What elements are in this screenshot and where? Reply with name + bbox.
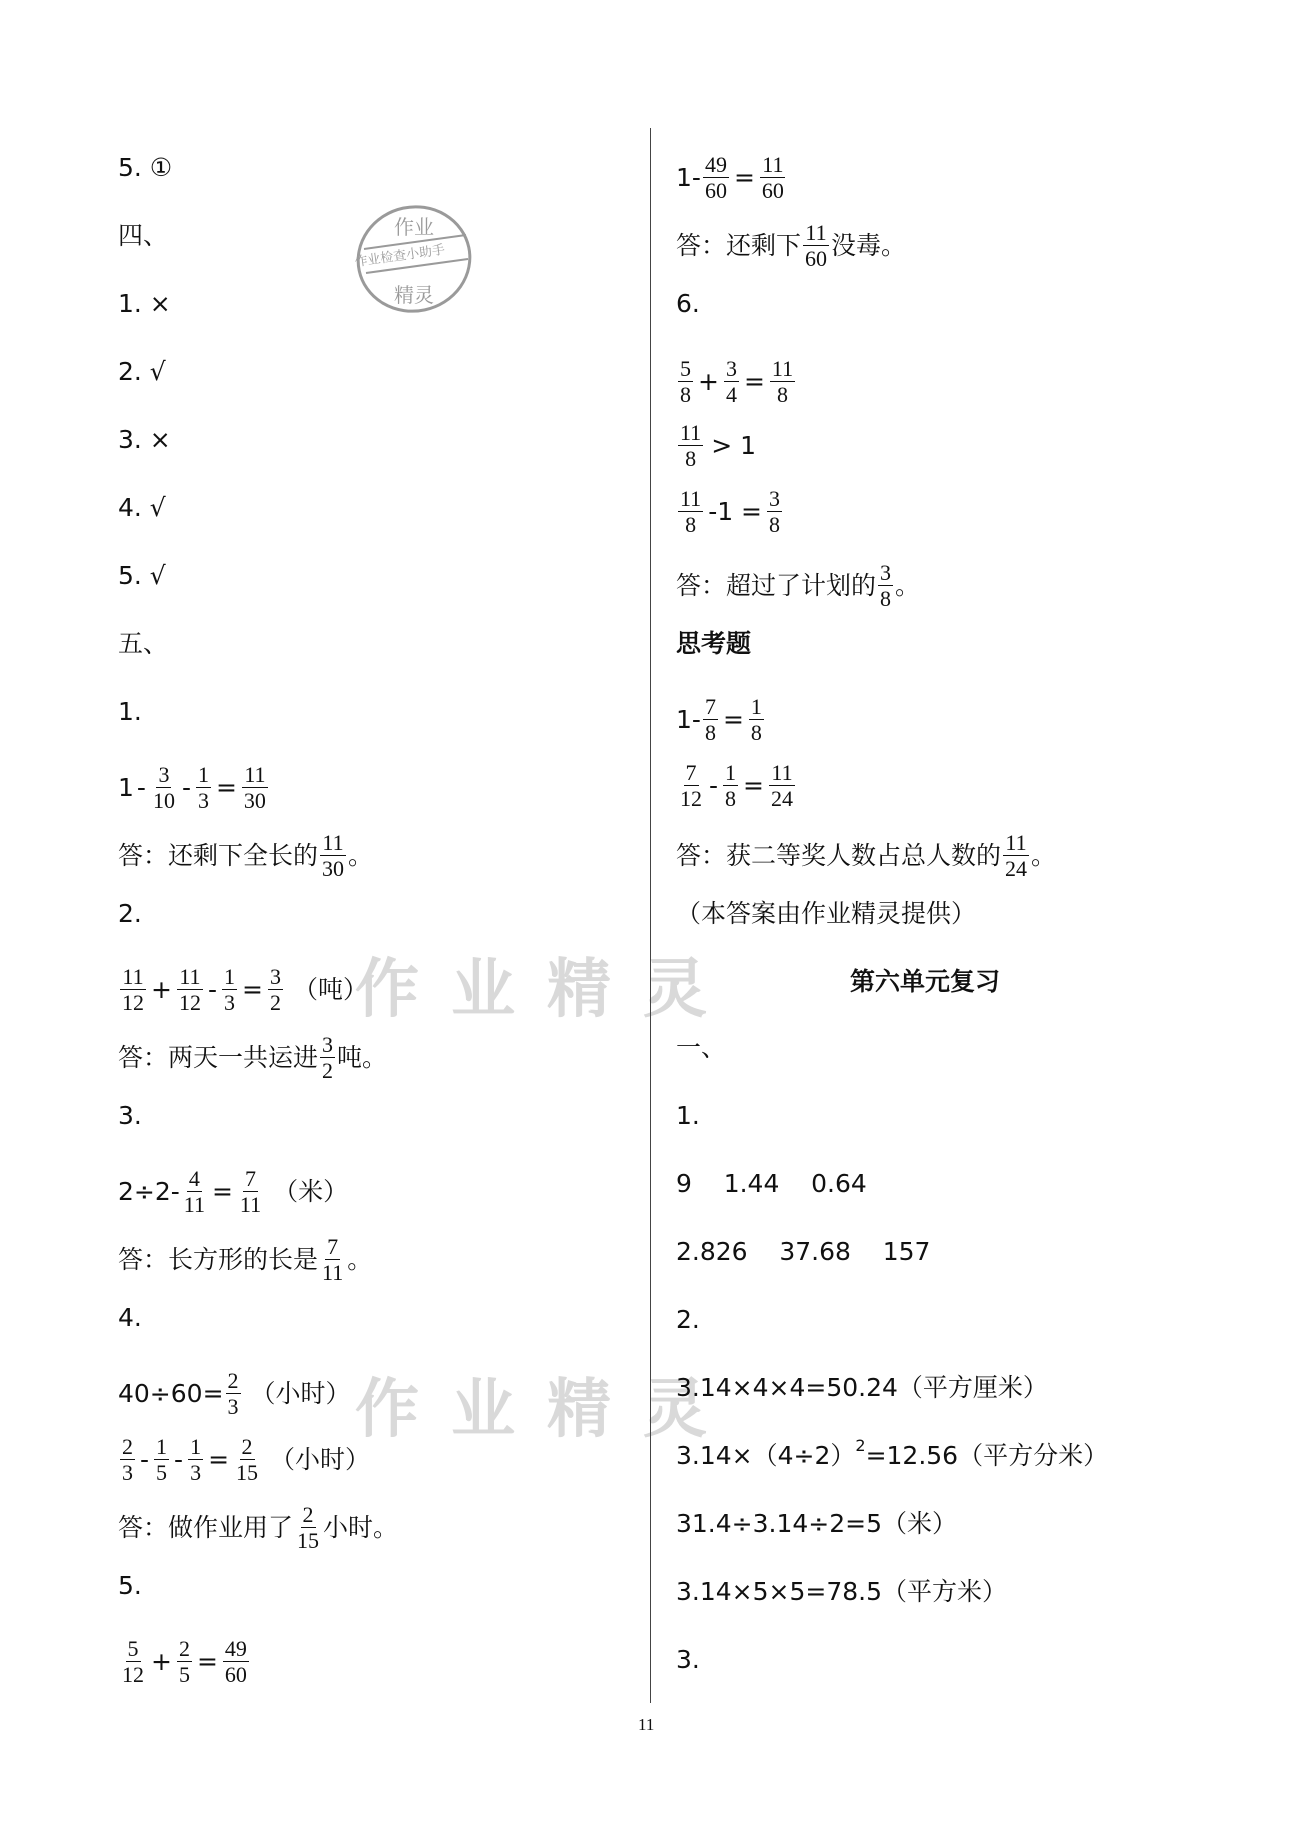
numerator: 1: [750, 694, 762, 719]
q3-answer-post: 。: [347, 1244, 373, 1274]
numerator: 49: [704, 152, 727, 177]
answer-3: 3. ×: [118, 425, 171, 454]
denominator: 60: [761, 178, 784, 203]
left-line-1: 5. ①: [118, 153, 173, 182]
think-eq1-equals: =: [722, 704, 744, 734]
unit6-line-4: 2.: [676, 1305, 700, 1334]
q2-answer-frac: [320, 1032, 335, 1083]
q6-eq3-result: [767, 486, 782, 537]
q2-eq-unit: （吨）: [292, 974, 368, 1004]
numerator: 11: [179, 964, 201, 989]
r1-a: 1-: [676, 162, 701, 192]
q4-eq2-unit: （小时）: [270, 1444, 371, 1474]
answer-2: 2. √: [118, 357, 166, 386]
denominator: 3: [190, 1460, 202, 1485]
denominator: 12: [680, 786, 702, 811]
q3-eq-equals: =: [211, 1176, 233, 1206]
stamp-text-bottom: 精灵: [394, 283, 434, 307]
q4-eq1-unit: （小时）: [250, 1378, 351, 1408]
denominator: 5: [156, 1460, 168, 1485]
denominator: 5: [178, 1662, 190, 1687]
answer-1: 1. ×: [118, 289, 171, 318]
denominator: 8: [777, 382, 788, 407]
numerator: 5: [127, 1636, 139, 1661]
numerator: 2: [241, 1434, 253, 1459]
q4-eq2-frac1: [120, 1434, 135, 1485]
q5-eq-equals: =: [196, 1646, 218, 1676]
q4-equation-1: [118, 1368, 351, 1419]
unit6-line-5: 3.14×4×4=50.24（平方厘米）: [676, 1373, 1048, 1402]
think-answer: [676, 830, 1056, 881]
numerator: 11: [771, 760, 793, 785]
q4-equation-2: [118, 1434, 370, 1485]
numerator: 11: [680, 486, 702, 511]
q3-label: 3.: [118, 1101, 142, 1130]
unit6-line-9: 3.: [676, 1645, 700, 1674]
denominator: 60: [805, 246, 828, 271]
think-eq2-frac2: [723, 760, 738, 811]
numerator: 3: [158, 762, 170, 787]
q6-eq1-frac1: [678, 356, 693, 407]
denominator: 8: [685, 446, 697, 471]
numerator: 3: [269, 964, 281, 989]
watermark-1: 作业精灵: [355, 953, 739, 1027]
numerator: 11: [122, 964, 144, 989]
denominator: 11: [322, 1260, 344, 1285]
denominator: 8: [880, 586, 892, 611]
numerator: 1: [223, 964, 235, 989]
r-equation-1: [676, 152, 788, 203]
r-answer-1: [676, 220, 906, 271]
q1-eq-op2: -: [181, 772, 191, 802]
denominator: 11: [239, 1192, 262, 1217]
think-equation-1: [676, 694, 766, 745]
r1-equals: =: [733, 162, 755, 192]
think-eq2-result: [769, 760, 795, 811]
q4-answer: [118, 1502, 398, 1553]
denominator: 12: [178, 990, 201, 1015]
q5-eq-op1: +: [151, 1646, 172, 1676]
q2-answer-post: 吨。: [337, 1042, 388, 1072]
unit6-section-1: 一、: [676, 1033, 727, 1062]
q3-equation: [118, 1166, 348, 1217]
q6-answer-post: 。: [895, 570, 921, 600]
column-divider: [650, 128, 651, 1703]
denominator: 2: [322, 1058, 334, 1083]
numerator: 2: [227, 1368, 239, 1393]
q1-eq-result: [242, 762, 268, 813]
q6-equation-2: [676, 420, 756, 471]
q4-eq2-op1: -: [140, 1444, 150, 1474]
numerator: 1: [156, 1434, 168, 1459]
denominator: 60: [224, 1662, 247, 1687]
unit6-line-6: [676, 1436, 1109, 1472]
denominator: 4: [725, 382, 737, 407]
watermark-stamp: [350, 195, 478, 323]
think-title: 思考题: [676, 629, 752, 658]
numerator: 7: [245, 1166, 257, 1191]
q5-eq-frac1: [120, 1636, 146, 1687]
numerator: 11: [762, 152, 784, 177]
q1-equation: [118, 762, 270, 813]
q2-eq-frac2: [177, 964, 203, 1015]
q4-eq2-equals: =: [208, 1444, 230, 1474]
q1-eq-frac2: [196, 762, 211, 813]
q6-answer-frac: [878, 560, 893, 611]
unit6-line-3: 2.826 37.68 157: [676, 1237, 931, 1266]
q1-label: 1.: [118, 697, 142, 726]
stamp-text-mid: 作业检查小助手: [353, 242, 446, 271]
q2-eq-result: [268, 964, 283, 1015]
numerator: 2: [122, 1434, 133, 1459]
denominator: 3: [227, 1394, 239, 1419]
q4-eq2-frac3: [188, 1434, 203, 1485]
q2-answer: [118, 1032, 387, 1083]
numerator: 1: [197, 762, 209, 787]
q5-label: 5.: [118, 1571, 142, 1600]
think-eq1-result: [749, 694, 764, 745]
q3-answer-frac: [320, 1234, 345, 1285]
denominator: 3: [197, 788, 209, 813]
numerator: 5: [680, 356, 691, 381]
q2-eq-equals: =: [241, 974, 263, 1004]
numerator: 49: [224, 1636, 247, 1661]
numerator: 3: [880, 560, 892, 585]
denominator: 8: [769, 512, 781, 537]
unit6-line-1: 1.: [676, 1101, 700, 1130]
denominator: 15: [236, 1460, 259, 1485]
watermark-2: 作业精灵: [355, 1373, 739, 1447]
q2-eq-op1: +: [151, 974, 172, 1004]
denominator: 8: [725, 786, 737, 811]
q4-eq2-frac2: [154, 1434, 169, 1485]
think-answer-frac: [1003, 830, 1029, 881]
unit6-line-6a: 3.14×（4÷2）: [676, 1441, 856, 1470]
q6-equation-1: [676, 356, 797, 407]
think-equation-2: [676, 760, 797, 811]
numerator: 2: [302, 1502, 314, 1527]
q4-eq1-result: [226, 1368, 241, 1419]
numerator: 1: [725, 760, 737, 785]
q4-label: 4.: [118, 1303, 142, 1332]
denominator: 2: [269, 990, 281, 1015]
q5-equation: [118, 1636, 251, 1687]
q3-eq-a: 2÷2-: [118, 1176, 180, 1206]
numerator: 7: [327, 1234, 339, 1259]
q6-eq1-result: [770, 356, 795, 407]
denominator: 24: [770, 786, 793, 811]
think-answer-post: 。: [1031, 840, 1057, 870]
numerator: 3: [725, 356, 737, 381]
numerator: 1: [190, 1434, 202, 1459]
q1-answer-post: 。: [348, 840, 374, 870]
unit6-line-2: 9 1.44 0.64: [676, 1169, 867, 1198]
q4-answer-pre: 答：做作业用了: [118, 1512, 294, 1542]
denominator: 3: [122, 1460, 133, 1485]
q1-answer-pre: 答：还剩下全长的: [118, 840, 319, 870]
answer-4: 4. √: [118, 493, 166, 522]
denominator: 3: [223, 990, 235, 1015]
q6-eq1-equals: =: [743, 366, 765, 396]
think-eq2-equals: =: [743, 770, 764, 800]
think-eq2-frac1: [678, 760, 704, 811]
denominator: 12: [122, 990, 144, 1015]
stamp-text-top: 作业: [394, 215, 434, 239]
q4-eq1-a: 40÷60=: [118, 1378, 224, 1408]
r2-post: 没毒。: [831, 230, 907, 260]
section-five: 五、: [118, 629, 169, 658]
denominator: 15: [297, 1528, 320, 1553]
q5-eq-result: [223, 1636, 249, 1687]
q1-eq-equals: =: [215, 772, 237, 802]
denominator: 8: [750, 720, 762, 745]
q4-answer-post: 小时。: [323, 1512, 399, 1542]
unit6-line-6b: =12.56（平方分米）: [865, 1441, 1109, 1470]
numerator: 3: [322, 1032, 334, 1057]
q6-eq1-frac2: [724, 356, 739, 407]
q3-eq-frac1: [182, 1166, 207, 1217]
numerator: 11: [771, 356, 794, 381]
think-eq1-frac: [703, 694, 718, 745]
denominator: 10: [152, 788, 175, 813]
q6-equation-3: [676, 486, 784, 537]
numerator: 11: [1005, 830, 1027, 855]
r2-pre: 答：还剩下: [676, 230, 802, 260]
numerator: 11: [805, 220, 827, 245]
q1-eq-frac1: [151, 762, 177, 813]
exponent: 2: [855, 1436, 866, 1455]
numerator: 11: [680, 420, 702, 445]
unit6-title: 第六单元复习: [850, 967, 1001, 996]
q4-eq2-op2: -: [174, 1444, 184, 1474]
q6-label: 6.: [676, 289, 700, 318]
page-number: 11: [638, 1715, 655, 1734]
q2-eq-frac3: [222, 964, 237, 1015]
q6-eq1-op1: +: [698, 366, 719, 396]
q2-answer-pre: 答：两天一共运进: [118, 1042, 319, 1072]
q2-equation: [118, 964, 368, 1015]
q6-answer: [676, 560, 920, 611]
denominator: 8: [685, 512, 697, 537]
numerator: 7: [685, 760, 697, 785]
q1-eq-a: 1: [118, 772, 134, 802]
numerator: 11: [244, 762, 266, 787]
q6-eq2-frac: [678, 420, 703, 471]
think-eq2-op1: -: [709, 770, 719, 800]
q5-eq-frac2: [177, 1636, 192, 1687]
denominator: 11: [183, 1192, 205, 1217]
q3-answer: [118, 1234, 372, 1285]
numerator: 3: [769, 486, 781, 511]
q3-eq-unit: （米）: [273, 1176, 349, 1206]
q2-eq-frac1: [120, 964, 146, 1015]
unit6-line-8: 3.14×5×5=78.5（平方米）: [676, 1577, 1007, 1606]
q2-label: 2.: [118, 899, 142, 928]
q4-answer-frac: [295, 1502, 321, 1553]
denominator: 12: [122, 1662, 144, 1687]
denominator: 30: [322, 856, 345, 881]
q2-eq-op2: -: [207, 974, 217, 1004]
q6-eq2-rest: > 1: [711, 430, 756, 460]
think-eq1-a: 1-: [676, 704, 701, 734]
q3-eq-result: [238, 1166, 263, 1217]
r1-frac: [703, 152, 729, 203]
numerator: 7: [704, 694, 716, 719]
denominator: 8: [704, 720, 716, 745]
numerator: 2: [178, 1636, 190, 1661]
numerator: 11: [322, 830, 344, 855]
denominator: 8: [680, 382, 691, 407]
answer-source-note: （本答案由作业精灵提供）: [676, 899, 977, 928]
q3-answer-pre: 答：长方形的长是: [118, 1244, 319, 1274]
denominator: 60: [704, 178, 727, 203]
q6-eq3-mid: -1 =: [708, 496, 763, 526]
q1-answer: [118, 830, 373, 881]
section-four: 四、: [118, 221, 169, 250]
denominator: 24: [1005, 856, 1028, 881]
q1-answer-frac: [320, 830, 346, 881]
think-answer-pre: 答：获二等奖人数占总人数的: [676, 840, 1002, 870]
denominator: 30: [243, 788, 266, 813]
q6-eq3-frac: [678, 486, 703, 537]
r1-result: [760, 152, 786, 203]
r2-frac: [803, 220, 829, 271]
answer-5: 5. √: [118, 561, 166, 590]
q1-eq-op1: -: [136, 772, 146, 802]
q4-eq2-result: [234, 1434, 260, 1485]
q6-answer-pre: 答：超过了计划的: [676, 570, 877, 600]
numerator: 4: [188, 1166, 200, 1191]
unit6-line-7: 31.4÷3.14÷2=5（米）: [676, 1509, 957, 1538]
